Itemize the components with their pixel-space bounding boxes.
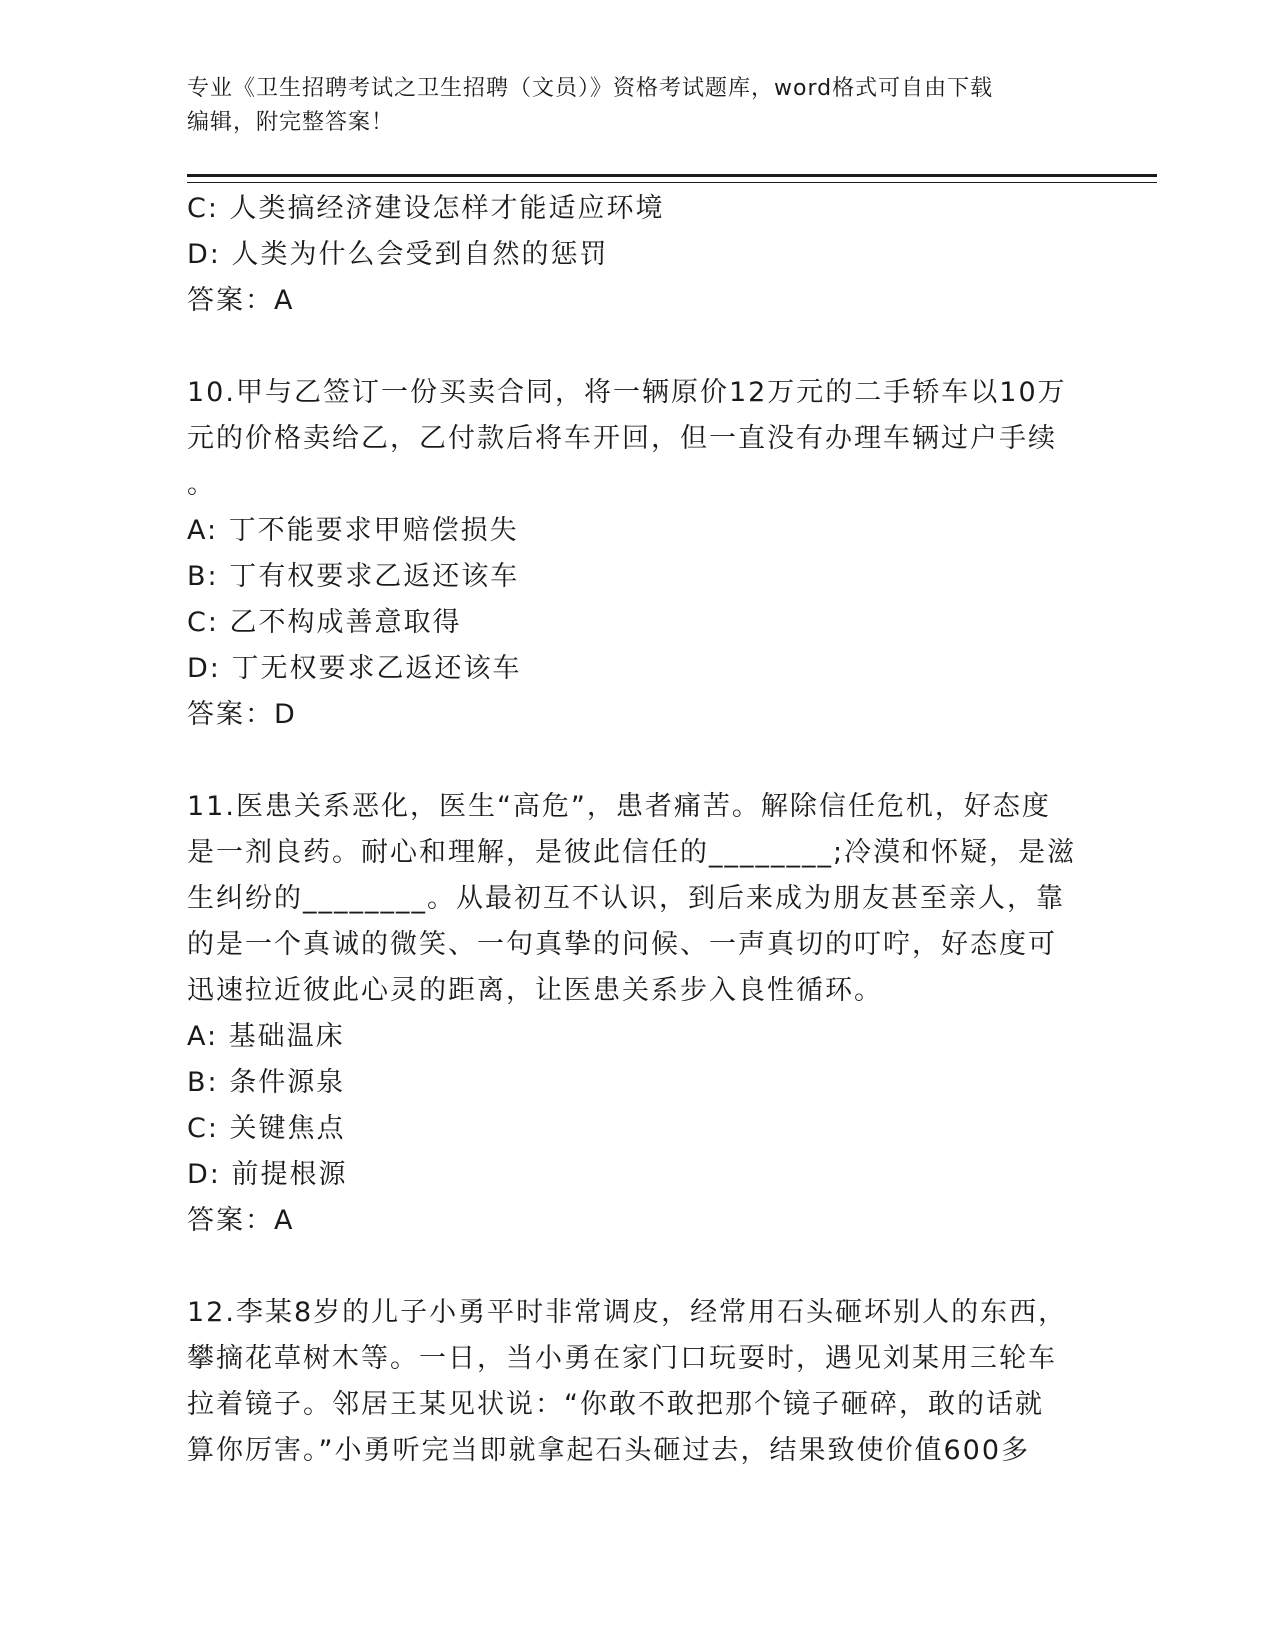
question-12 — [187, 1290, 1087, 1474]
question-text-line: 攀摘花草树木等。一日，当小勇在家门口玩耍时，遇见刘某用三轮车 — [187, 1343, 1057, 1374]
option-d: D: 人类为什么会受到自然的惩罚 — [187, 239, 609, 270]
question-text-line: 迅速拉近彼此心灵的距离，让医患关系步入良性循环。 — [187, 975, 883, 1006]
option-d: D: 丁无权要求乙返还该车 — [187, 653, 522, 684]
question-text-line: 算你厉害。”小勇听完当即就拿起石头砸过去，结果致使价值600多 — [187, 1435, 1031, 1466]
spacer — [187, 738, 1087, 784]
spacer — [187, 324, 1087, 370]
spacer — [187, 1244, 1087, 1290]
question-text-line: 10.甲与乙签订一份买卖合同，将一辆原价12万元的二手轿车以10万 — [187, 377, 1067, 408]
header-line-2: 编辑，附完整答案！ — [187, 110, 395, 135]
document-body — [187, 186, 1087, 1474]
question-10 — [187, 370, 1087, 738]
answer-line: 答案：D — [187, 699, 297, 730]
option-a: A: 基础温床 — [187, 1021, 345, 1052]
question-text-line: 元的价格卖给乙，乙付款后将车开回，但一直没有办理车辆过户手续 — [187, 423, 1057, 454]
option-d: D: 前提根源 — [187, 1159, 348, 1190]
option-a: A: 丁不能要求甲赔偿损失 — [187, 515, 519, 546]
option-c: C: 乙不构成善意取得 — [187, 607, 462, 638]
header-line-1: 专业《卫生招聘考试之卫生招聘（文员）》资格考试题库，word格式可自由下载 — [187, 76, 994, 101]
header-rule-thin — [187, 182, 1157, 183]
question-text-line: 拉着镜子。邻居王某见状说：“你敢不敢把那个镜子砸碎，敢的话就 — [187, 1389, 1044, 1420]
question-text-line: 的是一个真诚的微笑、一句真挚的问候、一声真切的叮咛，好态度可 — [187, 929, 1057, 960]
question-text-line: 。 — [187, 469, 216, 500]
question-11 — [187, 784, 1087, 1244]
option-c: C: 人类搞经济建设怎样才能适应环境 — [187, 193, 665, 224]
question-9-tail — [187, 186, 1087, 324]
answer-line: 答案：A — [187, 285, 295, 316]
question-text-line: 11.医患关系恶化，医生“高危”，患者痛苦。解除信任危机，好态度 — [187, 791, 1051, 822]
question-text-line: 是一剂良药。耐心和理解，是彼此信任的________;冷漠和怀疑，是滋 — [187, 837, 1077, 868]
question-text-line: 12.李某8岁的儿子小勇平时非常调皮，经常用石头砸坏别人的东西， — [187, 1297, 1068, 1328]
answer-line: 答案：A — [187, 1205, 295, 1236]
document-header — [187, 72, 1087, 140]
option-b: B: 丁有权要求乙返还该车 — [187, 561, 520, 592]
option-c: C: 关键焦点 — [187, 1113, 346, 1144]
option-b: B: 条件源泉 — [187, 1067, 346, 1098]
header-rule-thick — [187, 174, 1157, 177]
question-text-line: 生纠纷的________。从最初互不认识，到后来成为朋友甚至亲人，靠 — [187, 883, 1065, 914]
